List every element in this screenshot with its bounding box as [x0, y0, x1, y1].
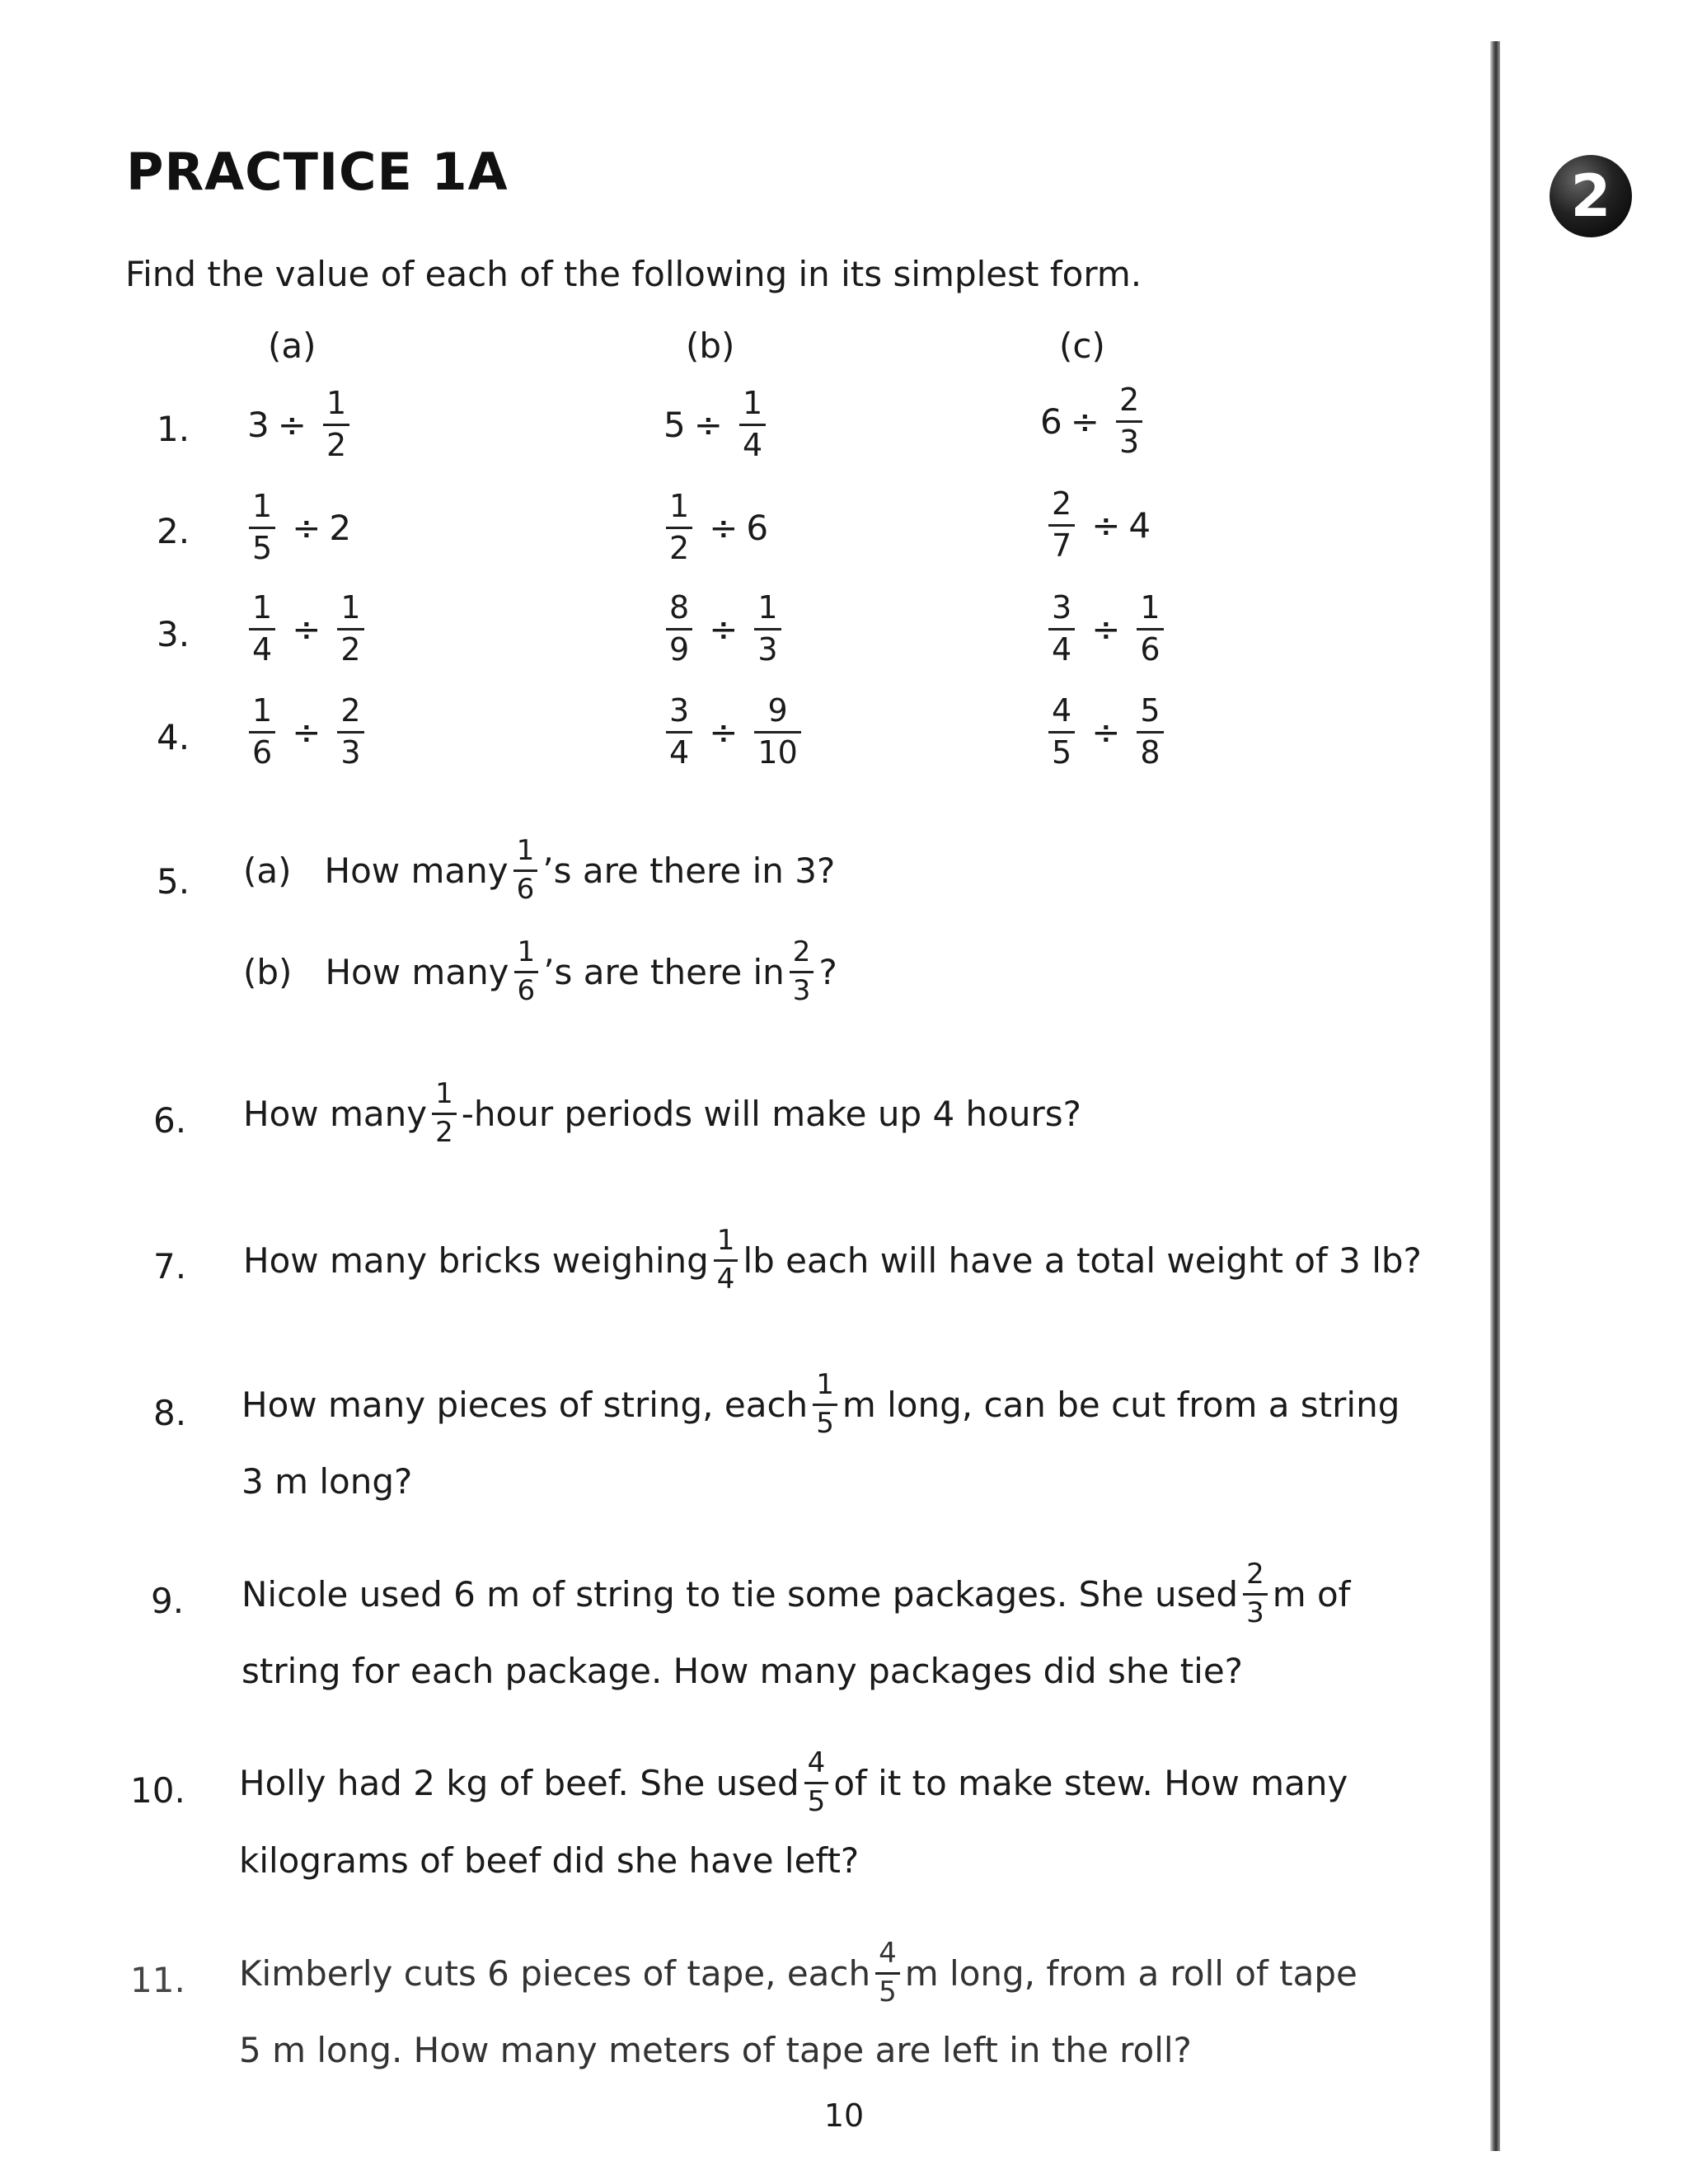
column-header-a: (a): [268, 326, 316, 366]
page-number: 10: [823, 2097, 865, 2134]
problem-2a: $\frac{1}{5}$ ÷ 2: [241, 490, 351, 565]
problem-3c: $\frac{3}{4}$ ÷ $\frac{1}{6}$: [1040, 592, 1172, 667]
problem-4a: $\frac{1}{6}$ ÷ $\frac{2}{3}$: [241, 695, 373, 770]
question-6: How many $\frac{1}{2}$ -hour periods will make up 4 hours?: [243, 1077, 1081, 1149]
instructions: Find the value of each of the following in its simplest form.: [125, 254, 1142, 294]
question-8-line-2: 3 m long?: [241, 1461, 413, 1502]
question-7: How many bricks weighing $\frac{1}{4}$ lb each will have a total weight of 3 lb?: [243, 1224, 1422, 1296]
question-11-line-1: Kimberly cuts 6 pieces of tape, each $\frac{4}{5}$ m long, from a roll of tape: [239, 1937, 1357, 2008]
question-8-line-1: How many pieces of string, each $\frac{1}{5}$ m long, can be cut from a string: [241, 1368, 1400, 1440]
question-number: 7.: [153, 1246, 187, 1286]
chapter-badge: 2: [1550, 155, 1632, 237]
question-number: 10.: [130, 1770, 185, 1811]
problem-4b: $\frac{3}{4}$ ÷ $\frac{9}{10}$: [658, 695, 809, 770]
column-header-c: (c): [1059, 326, 1105, 366]
problem-1b: 5 ÷ $\frac{1}{4}$: [663, 387, 774, 462]
question-10-line-1: Holly had 2 kg of beef. She used $\frac{4}{5}$ of it to make stew. How many: [239, 1746, 1348, 1818]
column-header-b: (b): [686, 326, 735, 366]
question-number: 5.: [157, 861, 190, 902]
question-10-line-2: kilograms of beef did she have left?: [239, 1840, 860, 1881]
problem-2c: $\frac{2}{7}$ ÷ 4: [1040, 488, 1151, 563]
problem-4c: $\frac{4}{5}$ ÷ $\frac{5}{8}$: [1040, 695, 1172, 770]
question-5a: (a) How many $\frac{1}{6}$ ’s are there in 3?: [243, 834, 836, 906]
book-spine-shadow: [1490, 41, 1500, 2151]
problem-1a: 3 ÷ $\frac{1}{2}$: [247, 387, 358, 462]
question-number: 6.: [153, 1100, 187, 1141]
question-number: 9.: [151, 1581, 185, 1621]
row-number: 1.: [157, 409, 190, 449]
problem-2b: $\frac{1}{2}$ ÷ 6: [658, 490, 768, 565]
problem-1c: 6 ÷ $\frac{2}{3}$: [1040, 384, 1151, 459]
row-number: 2.: [157, 511, 190, 551]
question-9-line-2: string for each package. How many packages did she tie?: [241, 1651, 1243, 1691]
problem-3a: $\frac{1}{4}$ ÷ $\frac{1}{2}$: [241, 592, 373, 667]
problem-3b: $\frac{8}{9}$ ÷ $\frac{1}{3}$: [658, 592, 790, 667]
question-number: 11.: [130, 1960, 185, 2000]
question-9-line-1: Nicole used 6 m of string to tie some packages. She used $\frac{2}{3}$ m of: [241, 1558, 1351, 1629]
page-title: PRACTICE 1A: [126, 142, 509, 202]
row-number: 4.: [157, 717, 190, 757]
question-11-line-2: 5 m long. How many meters of tape are left in the roll?: [239, 2030, 1192, 2070]
question-number: 8.: [153, 1393, 187, 1433]
question-5b: (b) How many $\frac{1}{6}$ ’s are there in $\frac{2}{3}$ ?: [243, 935, 837, 1007]
row-number: 3.: [157, 614, 190, 654]
